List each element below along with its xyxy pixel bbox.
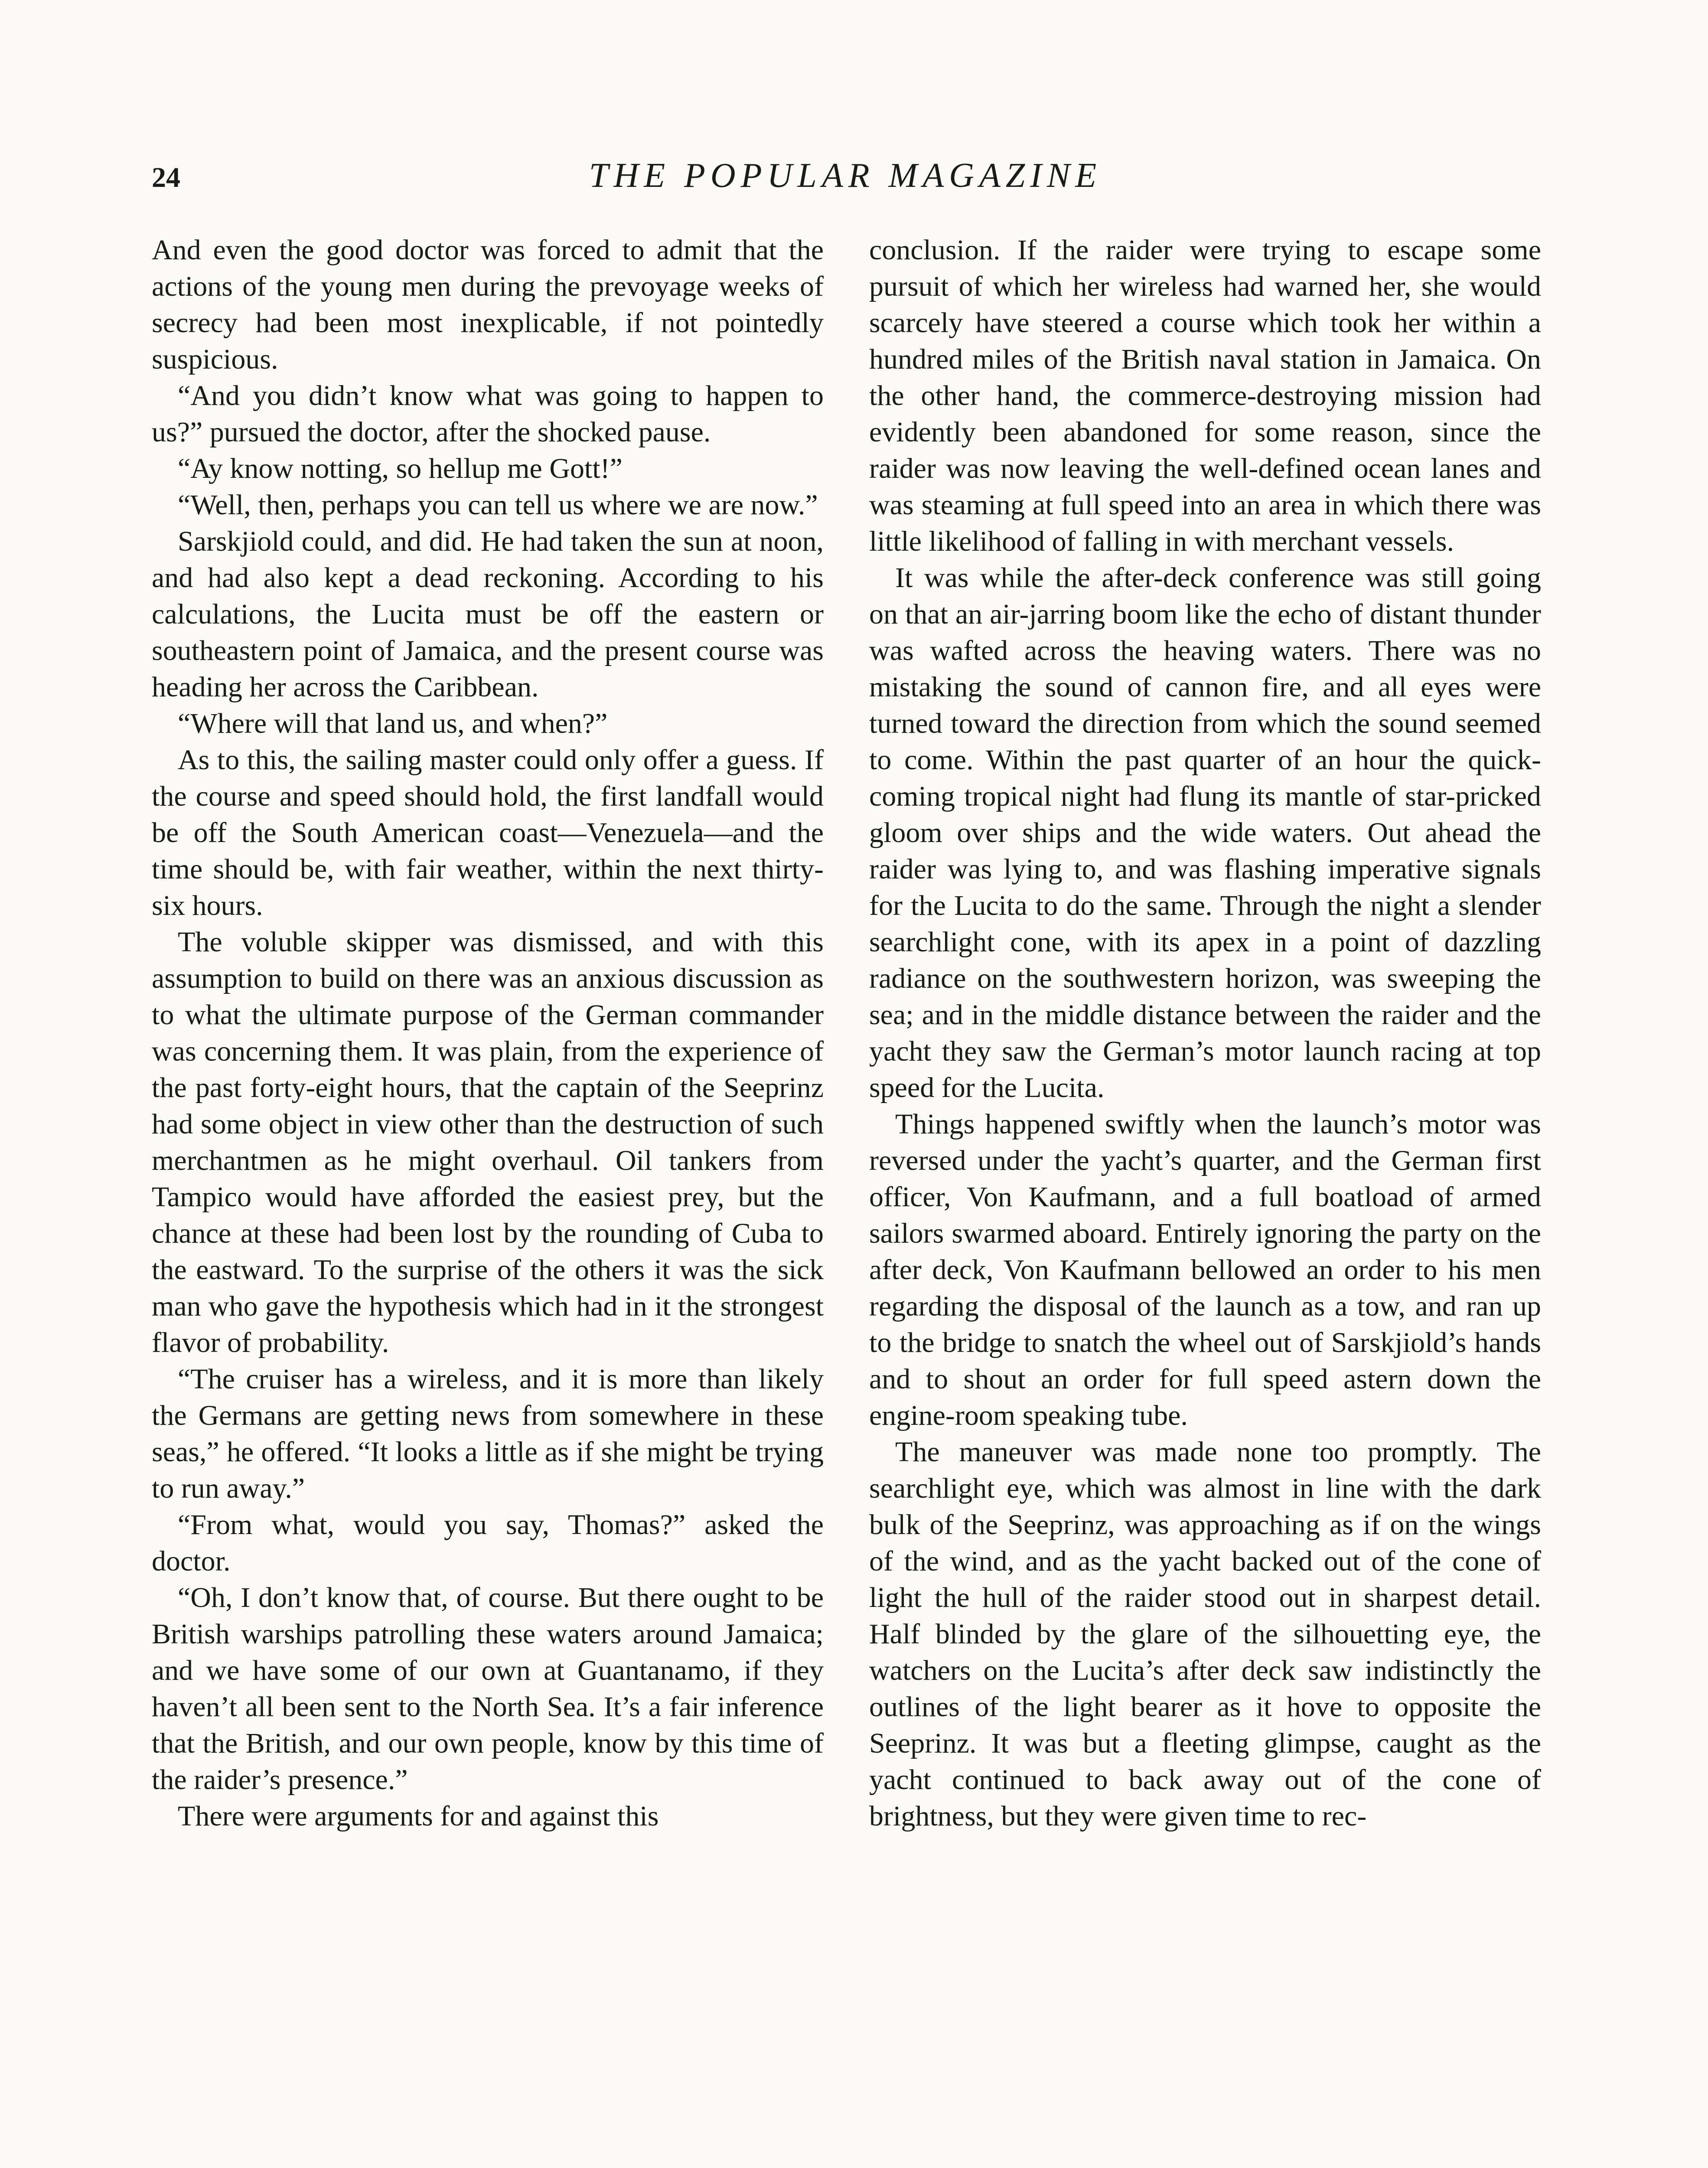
paragraph: “Ay know notting, so hellup me Gott!”: [178, 453, 623, 484]
paragraph: It was while the after-deck conference was still going on that an air-jarring boom like the echo of distant thunder was wafted across the heaving waters. There was no mistaking the sound of cannon fire, and all eyes were turned toward the direction from which the sound seemed to come. Within the past quarter of an hour the quick-coming tropical night had flung its mantle of star-pricked gloom over ships and the wide waters. Out ahead the raider was lying to, and was flashing imperative signals for the Lucita to do the same. Through the night a slender searchlight cone, with its apex in a point of dazzling radiance on the southwestern horizon, was sweeping the sea; and in the middle distance between the raider and the yacht they saw the German’s motor launch racing at top speed for the Lucita.: [869, 562, 1541, 1104]
paragraph: And even the good doctor was forced to admit that the actions of the young men during the prevoyage weeks of secrecy had been most inexplicable, if not pointedly suspicious.: [152, 234, 824, 375]
paragraph: “Well, then, perhaps you can tell us where we are now.”: [178, 489, 818, 521]
paragraph: The maneuver was made none too promptly. The searchlight eye, which was almost in line with the dark bulk of the Seeprinz, was approaching as if on the wings of the wind, and as the yacht backed out of the cone of light the hull of the raider stood out in sharpest detail. Half blinded by the glare of the silhouetting eye, the watchers on the Lucita’s after deck saw indistinctly the outlines of the light bearer as it hove to opposite the Seeprinz. It was but a fleeting glimpse, caught as the yacht continued to back away out of the cone of brightness, but they were given time to rec-: [869, 1436, 1541, 1832]
paragraph: “And you didn’t know what was going to happen to us?” pursued the doctor, after the shocked pause.: [152, 380, 824, 448]
running-head: THE POPULAR MAGAZINE: [589, 157, 1102, 195]
paragraph: “From what, would you say, Thomas?” asked the doctor.: [152, 1509, 824, 1577]
paragraph: Sarskjiold could, and did. He had taken the sun at noon, and had also kept a dead reckoning. According to his calculations, the Lucita must be off the eastern or southeastern point of Jamaica, and the present course was heading her across the Caribbean.: [152, 526, 824, 703]
paragraph: conclusion. If the raider were trying to escape some pursuit of which her wireless had warned her, she would scarcely have steered a course which took her within a hundred miles of the British naval station in Jamaica. On the other hand, the commerce-destroying mission had evidently been abandoned for some reason, since the raider was now leaving the well-defined ocean lanes and was steaming at full speed into an area in which there was little likelihood of falling in with merchant vessels.: [869, 234, 1541, 557]
paragraph: The voluble skipper was dismissed, and with this assumption to build on there was an anxious discussion as to what the ultimate purpose of the German commander was concerning them. It was plain, from the experience of the past forty-eight hours, that the captain of the Seeprinz had some object in view other than the destruction of such merchantmen as he might overhaul. Oil tankers from Tampico would have afforded the easiest prey, but the chance at these had been lost by the rounding of Cuba to the eastward. To the surprise of the others it was the sick man who gave the hypothesis which had in it the strongest flavor of probability.: [152, 926, 824, 1358]
paragraph: “The cruiser has a wireless, and it is more than likely the Germans are getting news from somewhere in these seas,” he offered. “It looks a little as if she might be trying to run away.”: [152, 1363, 824, 1504]
right-column: [869, 232, 1541, 1835]
page-number: 24: [152, 162, 180, 193]
paragraph: “Where will that land us, and when?”: [178, 708, 608, 739]
paragraph: As to this, the sailing master could only offer a guess. If the course and speed should hold, the first landfall would be off the South American coast—Venezuela—and the time should be, with fair weather, within the next thirty-six hours.: [152, 744, 824, 921]
left-column: [152, 232, 824, 1835]
paragraph: Things happened swiftly when the launch’s motor was reversed under the yacht’s quarter, and the German first officer, Von Kaufmann, and a full boatload of armed sailors swarmed aboard. Entirely ignoring the party on the after deck, Von Kaufmann bellowed an order to his men regarding the disposal of the launch as a tow, and ran up to the bridge to snatch the wheel out of Sarskjiold’s hands and to shout an order for full speed astern down the engine-room speaking tube.: [869, 1108, 1541, 1431]
paragraph: There were arguments for and against this: [178, 1800, 659, 1832]
paragraph: “Oh, I don’t know that, of course. But there ought to be British warships patrolling these waters around Jamaica; and we have some of our own at Guantanamo, if they haven’t all been sent to the North Sea. It’s a fair inference that the British, and our own people, know by this time of the raider’s presence.”: [152, 1582, 824, 1796]
